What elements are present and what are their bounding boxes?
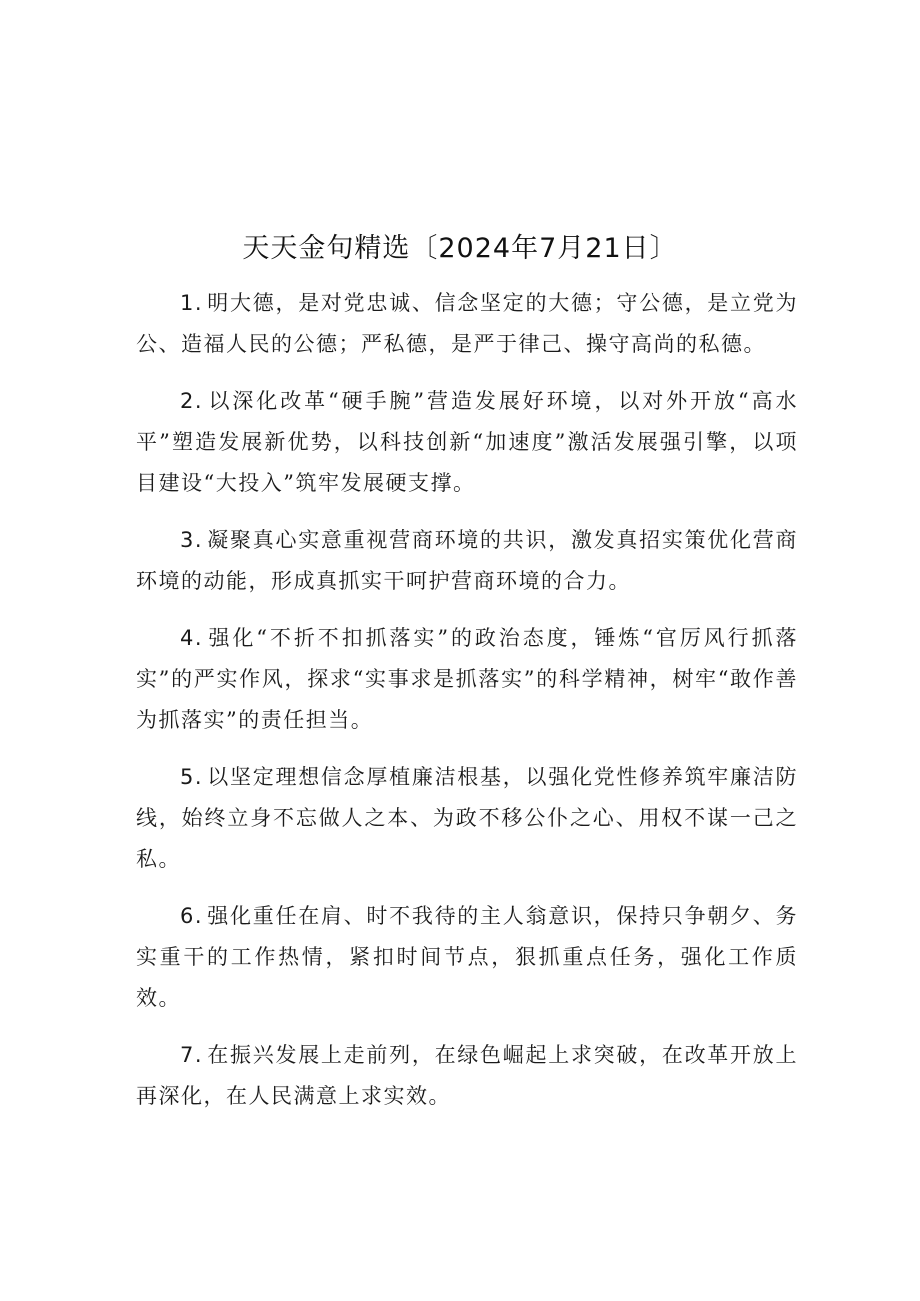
quote-item [136, 520, 798, 602]
quote-item [136, 757, 798, 880]
quote-number: 4. [180, 626, 204, 650]
quote-number: 1. [180, 291, 204, 315]
quote-number: 6. [180, 904, 204, 928]
quote-number: 5. [180, 765, 204, 789]
quote-item [136, 381, 798, 504]
quote-item [136, 618, 798, 741]
document-title: 天天金句精选〔2024年7月21日〕 [242, 233, 678, 264]
quote-text: 以深化改革“硬手腕”营造发展好环境，以对外开放“高水平”塑造发展新优势，以科技创新“加速度”激活发展强引擎，以项目建设“大投入”筑牢发展硬支撑。 [136, 389, 798, 495]
quote-text: 凝聚真心实意重视营商环境的共识，激发真招实策优化营商环境的动能，形成真抓实干呵护营商环境的合力。 [136, 528, 798, 593]
quote-text: 强化重任在肩、时不我待的主人翁意识，保持只争朝夕、务实重干的工作热情，紧扣时间节点，狠抓重点任务，强化工作质效。 [136, 904, 798, 1010]
quote-item [136, 283, 798, 365]
quote-list [136, 283, 798, 1133]
quote-item [136, 896, 798, 1019]
quote-text: 以坚定理想信念厚植廉洁根基，以强化党性修养筑牢廉洁防线，始终立身不忘做人之本、为政不移公仆之心、用权不谋一己之私。 [136, 765, 798, 871]
quote-item [136, 1035, 798, 1117]
quote-number: 7. [180, 1043, 204, 1067]
quote-text: 明大德，是对党忠诚、信念坚定的大德；守公德，是立党为公、造福人民的公德；严私德，是严于律己、操守高尚的私德。 [136, 291, 798, 356]
quote-text: 在振兴发展上走前列，在绿色崛起上求突破，在改革开放上再深化，在人民满意上求实效。 [136, 1043, 798, 1108]
quote-number: 2. [180, 389, 204, 413]
quote-number: 3. [180, 528, 204, 552]
quote-text: 强化“不折不扣抓落实”的政治态度，锤炼“官厉风行抓落实”的严实作风，探求“实事求是抓落实”的科学精神，树牢“敢作善为抓落实”的责任担当。 [136, 626, 798, 732]
